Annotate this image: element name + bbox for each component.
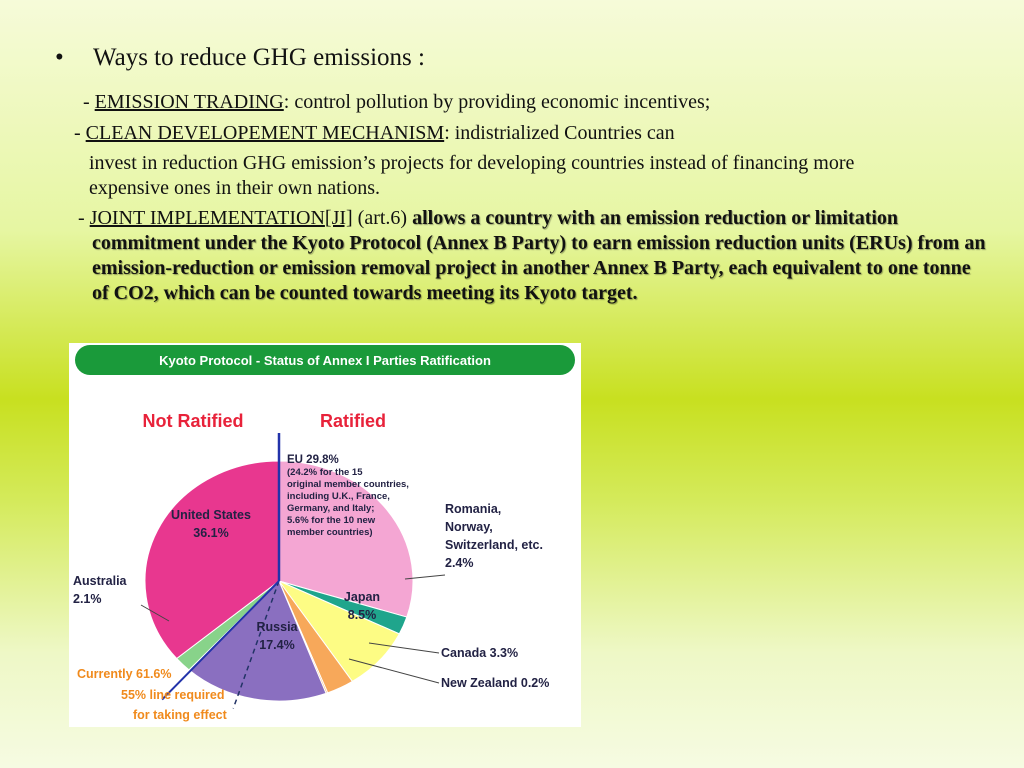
item-text: : indistrialized Countries can xyxy=(444,122,675,144)
label-canada: Canada 3.3% xyxy=(441,646,519,660)
chart-svg xyxy=(69,343,581,727)
label-eu: EU 29.8% (24.2% for the 15 original member countries, including U.K., France, Germany, and Italy; 5.6% for the 10 new member countries) xyxy=(287,454,409,538)
item-prefix: - xyxy=(83,91,95,113)
item-cdm xyxy=(74,121,675,146)
label-united-states: United States 36.1% xyxy=(171,508,251,540)
item-bold-text: allows a country with an emission reduction or limitation commitment under the Kyoto Protocol (Annex B Party) to earn emission reduction units (ERUs) from an emission-reduction or emission removal project in another Annex B Party, each equivalent to one tonne of CO2, which can be counted towards meeting its Kyoto target. xyxy=(92,207,986,304)
term-ji-abbrev: [JI] xyxy=(324,207,353,229)
label-japan: Japan 8.5% xyxy=(343,590,381,622)
item-prefix: - xyxy=(78,207,90,229)
label-russia: Russia 17.4% xyxy=(256,620,298,652)
term-emission-trading: EMISSION TRADING xyxy=(94,91,284,113)
term-cdm: CLEAN DEVELOPEMENT MECHANISM xyxy=(85,122,445,144)
bullet-icon: • xyxy=(55,44,64,71)
heading: Ways to reduce GHG emissions : xyxy=(93,44,425,71)
item-text: : control pollution by providing economic incentives; xyxy=(283,91,711,113)
chart-title-bar xyxy=(75,345,575,375)
label-australia: Australia 2.1% xyxy=(73,574,127,606)
heading-line xyxy=(55,44,425,72)
ratified-label: Ratified xyxy=(319,411,387,431)
item-joint-implementation xyxy=(78,206,992,306)
item-emission-trading xyxy=(83,90,710,115)
term-joint-implementation: JOINT IMPLEMENTATION xyxy=(89,207,325,229)
item-prefix: - xyxy=(74,122,86,144)
item-text: (art.6) xyxy=(352,207,413,229)
label-romania-norway-switzerland: Romania, Norway, Switzerland, etc. 2.4% xyxy=(445,502,543,570)
not-ratified-label: Not Ratified xyxy=(142,411,244,431)
kyoto-pie-chart xyxy=(69,343,581,727)
item-cdm-continuation: invest in reduction GHG emission’s projects for developing countries instead of financing more expensive ones in their own nations. xyxy=(89,152,855,199)
pie-slices xyxy=(145,433,413,708)
label-new-zealand: New Zealand 0.2% xyxy=(441,676,550,690)
chart-title: Kyoto Protocol - Status of Annex I Parties Ratification xyxy=(159,353,491,368)
annotation-line-3: for taking effect xyxy=(133,708,227,722)
annotation-line-2: 55% line required xyxy=(121,688,225,702)
annotation-line-1: Currently 61.6% xyxy=(77,667,172,681)
